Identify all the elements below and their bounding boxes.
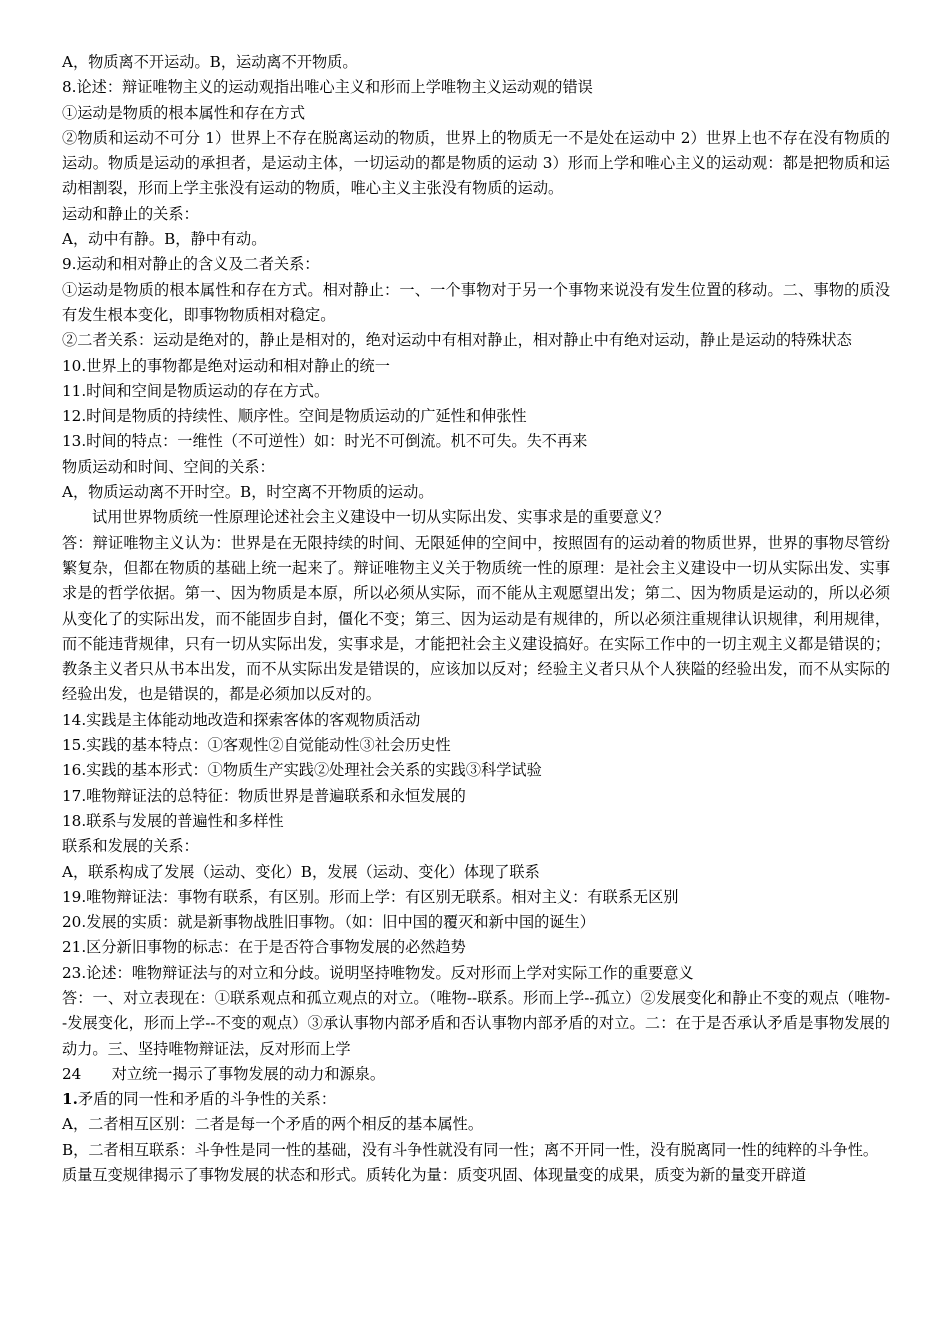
text-line: 物质运动和时间、空间的关系： xyxy=(62,457,275,476)
text-line: A，联系构成了发展（运动、变化）B，发展（运动、变化）体现了联系 xyxy=(62,862,540,881)
text-line: A，动中有静。B，静中有动。 xyxy=(62,230,267,249)
text-line: 12.时间是物质的持续性、顺序性。空间是物质运动的广延性和伸张性 xyxy=(62,407,527,426)
answer-paragraph: 答：一、对立表现在：①联系观点和孤立观点的对立。（唯物--联系。形而上学--孤立）②发展变化和静止不变的观点（唯物--发展变化，形而上学--不变的观点）③承认事物内部矛盾和否认事物内部矛盾的对立。二：在于是否承认矛盾是事物发展的动力。三、坚持唯物辩证法，反对形而上学 xyxy=(62,988,890,1058)
text-line xyxy=(62,1087,890,1112)
answer-paragraph: 答：辩证唯物主义认为：世界是在无限持续的时间、无限延伸的空间中，按照固有的运动着的物质世界，世界的事物尽管纷繁复杂，但都在物质的基础上统一起来了。辩证唯物主义关于物质统一性的原理：是社会主义建设中一切从实际出发、实事求是的哲学依据。第一、因为物质是本原，所以必须从实际，而不能从主观愿望出发；第二、因为物质是运动的，所以必须从变化了的实际出发，而不能固步自封，僵化不变；第三、因为运动是有规律的，所以必须注重规律认识规律，利用规律，而不能违背规律，只有一切从实际出发，实事求是，才能把社会主义建设搞好。在实际工作中的一切主观主义都是错误的；教条主义者只从书本出发，而不从实际出发是错误的，应该加以反对；经验主义者只从个人狭隘的经验出发，而不从实际的经验出发，也是错误的，都是必须加以反对的。 xyxy=(62,533,890,704)
text-line: 9.运动和相对静止的含义及二者关系： xyxy=(62,255,320,274)
text-line: 10.世界上的事物都是绝对运动和相对静止的统一 xyxy=(62,356,390,375)
text-line: 8.论述：辩证唯物主义的运动观指出唯心主义和形而上学唯物主义运动观的错误 xyxy=(62,78,593,97)
text-line: 24 对立统一揭示了事物发展的动力和源泉。 xyxy=(62,1064,386,1083)
text-paragraph: ②物质和运动不可分 1）世界上不存在脱离运动的物质，世界上的物质无一不是处在运动中 2）世界上也不存在没有物质的运动。物质是运动的承担者，是运动主体，一切运动的都是物质的运动 3）形而上学和唯心主义的运动观：都是把物质和运动相割裂，形而上学主张没有运动的物质，唯心主义主张没有物质的运动。 xyxy=(62,128,890,198)
text-line: 14.实践是主体能动地改造和探索客体的客观物质活动 xyxy=(62,710,421,729)
text-line: A，物质离不开运动。B，运动离不开物质。 xyxy=(62,53,358,71)
text-line: 23.论述：唯物辩证法与的对立和分歧。说明坚持唯物发。反对形而上学对实际工作的重要意义 xyxy=(62,963,694,982)
text-line: A，物质运动离不开时空。B，时空离不开物质的运动。 xyxy=(62,483,434,502)
text-line: 质量互变规律揭示了事物发展的状态和形式。质转化为量：质变巩固、体现量变的成果，质变为新的量变开辟道 xyxy=(62,1166,807,1185)
text-line: 19.唯物辩证法：事物有联系，有区别。形而上学：有区别无联系。相对主义：有联系无区别 xyxy=(62,887,679,906)
text-line: 15.实践的基本特点：①客观性②自觉能动性③社会历史性 xyxy=(62,736,451,755)
text-line: 16.实践的基本形式：①物质生产实践②处理社会关系的实践③科学试验 xyxy=(62,761,542,780)
text-paragraph: B，二者相互联系：斗争性是同一性的基础，没有斗争性就没有同一性；离不开同一性，没有脱离同一性的纯粹的斗争性。 xyxy=(62,1140,879,1159)
text-line: A，二者相互区别：二者是每一个矛盾的两个相反的基本属性。 xyxy=(62,1115,484,1134)
line-text: 矛盾的同一性和矛盾的斗争性的关系： xyxy=(77,1090,337,1109)
text-paragraph: ①运动是物质的根本属性和存在方式。相对静止：一、一个事物对于另一个事物来说没有发生位置的移动。二、事物的质没有发生根本变化，即事物物质相对稳定。 xyxy=(62,280,890,324)
text-line: 17.唯物辩证法的总特征：物质世界是普遍联系和永恒发展的 xyxy=(62,786,466,805)
document-page xyxy=(62,50,890,1188)
text-line: 13.时间的特点：一维性（不可逆性）如：时光不可倒流。机不可失。失不再来 xyxy=(62,432,588,451)
text-line: 18.联系与发展的普遍性和多样性 xyxy=(62,811,284,830)
text-line: 20.发展的实质：就是新事物战胜旧事物。（如：旧中国的覆灭和新中国的诞生） xyxy=(62,913,595,932)
text-line: 运动和静止的关系： xyxy=(62,204,199,223)
text-line: ①运动是物质的根本属性和存在方式 xyxy=(62,103,305,122)
question-heading: 试用世界物质统一性原理论述社会主义建设中一切从实际出发、实事求是的重要意义？ xyxy=(92,508,670,527)
text-line: 11.时间和空间是物质运动的存在方式。 xyxy=(62,381,330,400)
text-paragraph: ②二者关系：运动是绝对的，静止是相对的，绝对运动中有相对静止，相对静止中有绝对运动，静止是运动的特殊状态 xyxy=(62,331,852,350)
bold-number: 1. xyxy=(62,1090,78,1109)
text-line: 21.区分新旧事物的标志：在于是否符合事物发展的必然趋势 xyxy=(62,938,466,957)
text-line: 联系和发展的关系： xyxy=(62,837,199,856)
